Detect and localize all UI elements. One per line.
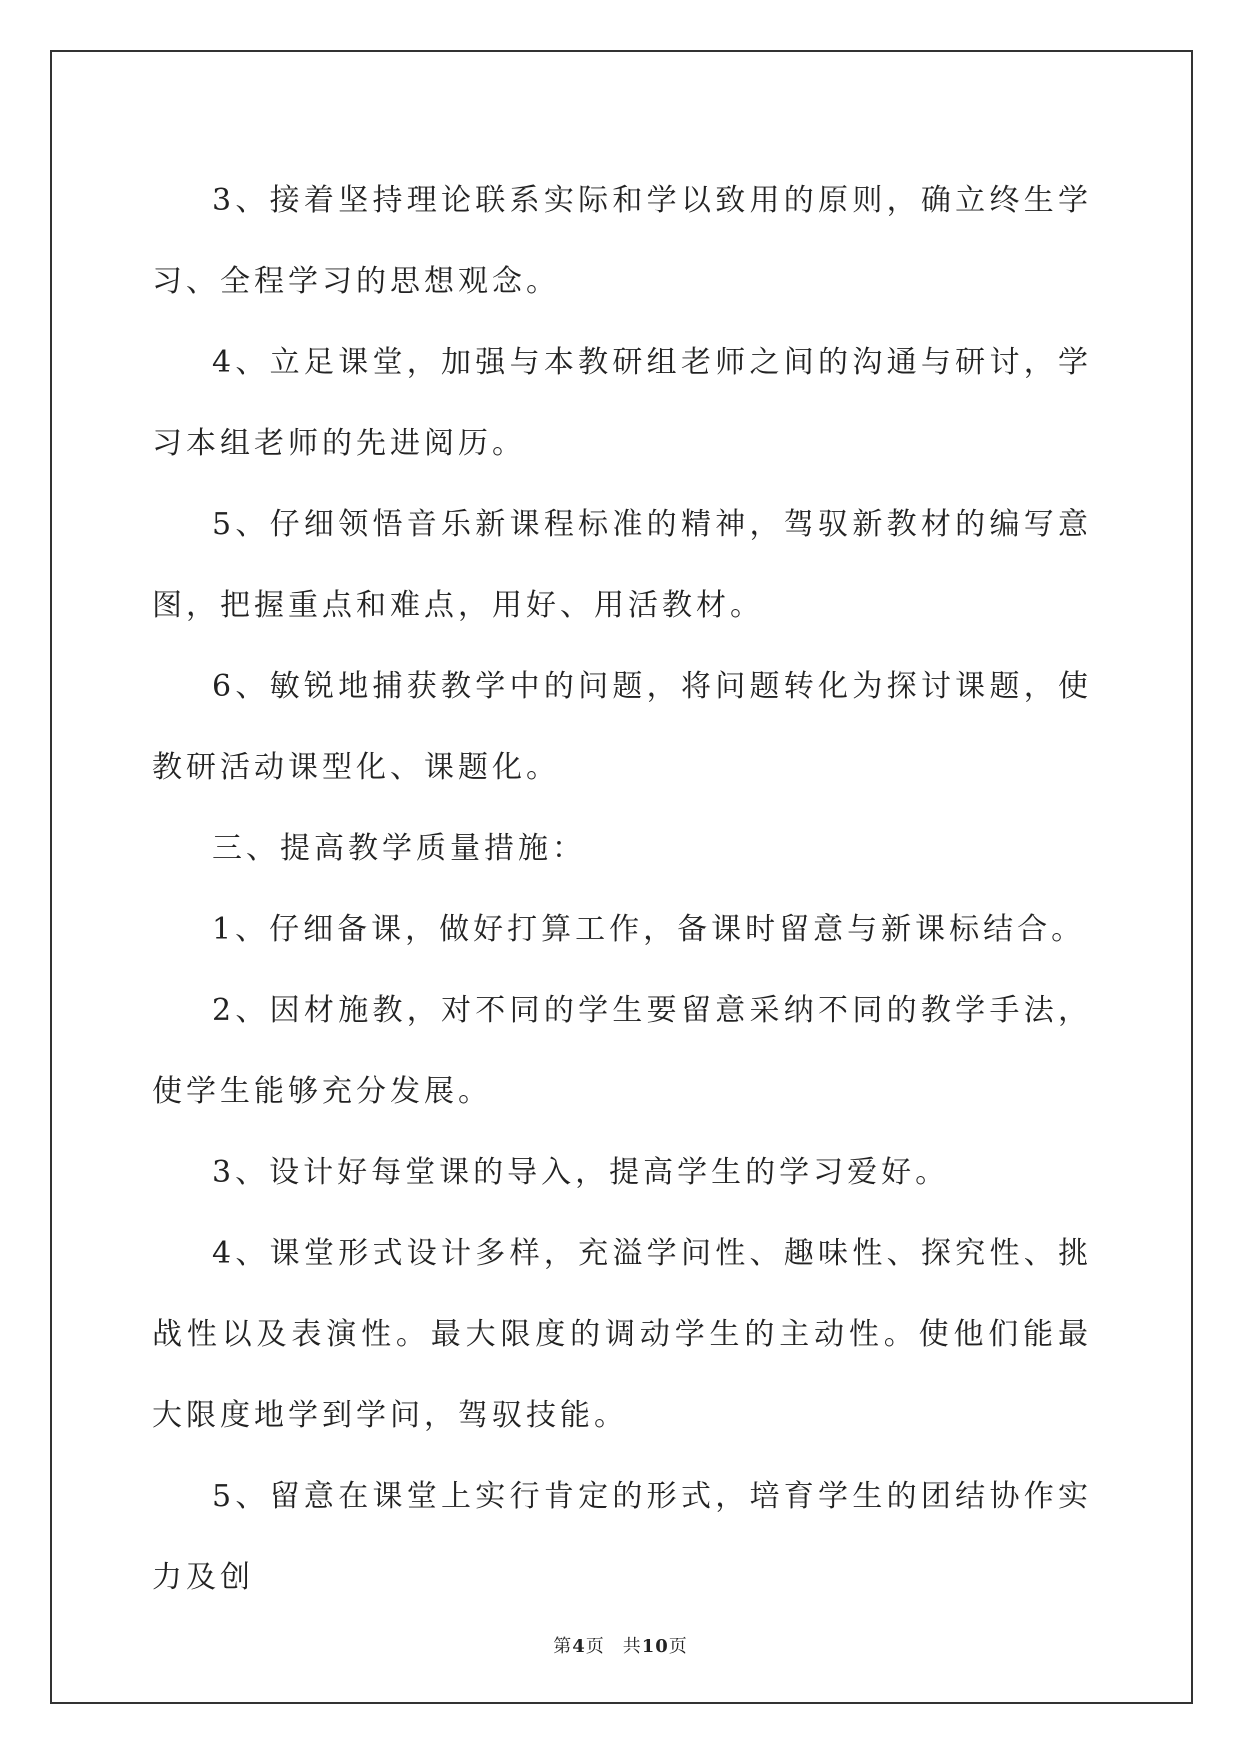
paragraph-9: 5、留意在课堂上实行肯定的形式，培育学生的团结协作实力及创	[152, 1479, 1092, 1595]
footer-page-suffix: 页	[585, 1636, 605, 1657]
document-body	[152, 160, 1092, 1618]
footer-total-suffix: 页	[668, 1636, 688, 1657]
paragraph-1: 3、接着坚持理论联系实际和学以致用的原则，确立终生学习、全程学习的思想观念。	[152, 183, 1092, 299]
page-footer	[0, 1632, 1241, 1658]
paragraph-8: 4、课堂形式设计多样，充溢学问性、趣味性、探究性、挑战性以及表演性。最大限度的调动学生的主动性。使他们能最大限度地学到学问，驾驭技能。	[152, 1236, 1092, 1433]
paragraph-5: 1、仔细备课，做好打算工作，备课时留意与新课标结合。	[212, 912, 1086, 947]
footer-total-prefix: 共	[622, 1636, 642, 1657]
paragraph-4: 6、敏锐地捕获教学中的问题，将问题转化为探讨课题，使教研活动课型化、课题化。	[152, 669, 1092, 785]
footer-prefix: 第	[553, 1636, 573, 1657]
footer-page-number: 4	[572, 1636, 586, 1657]
footer-total-pages: 10	[641, 1636, 669, 1657]
paragraph-6: 2、因材施教，对不同的学生要留意采纳不同的教学手法，使学生能够充分发展。	[152, 993, 1092, 1109]
section-heading: 三、提高教学质量措施：	[212, 831, 586, 866]
paragraph-7: 3、设计好每堂课的导入，提高学生的学习爱好。	[212, 1155, 950, 1190]
paragraph-2: 4、立足课堂，加强与本教研组老师之间的沟通与研讨，学习本组老师的先进阅历。	[152, 345, 1092, 461]
paragraph-3: 5、仔细领悟音乐新课程标准的精神，驾驭新教材的编写意图，把握重点和难点，用好、用活教材。	[152, 507, 1092, 623]
